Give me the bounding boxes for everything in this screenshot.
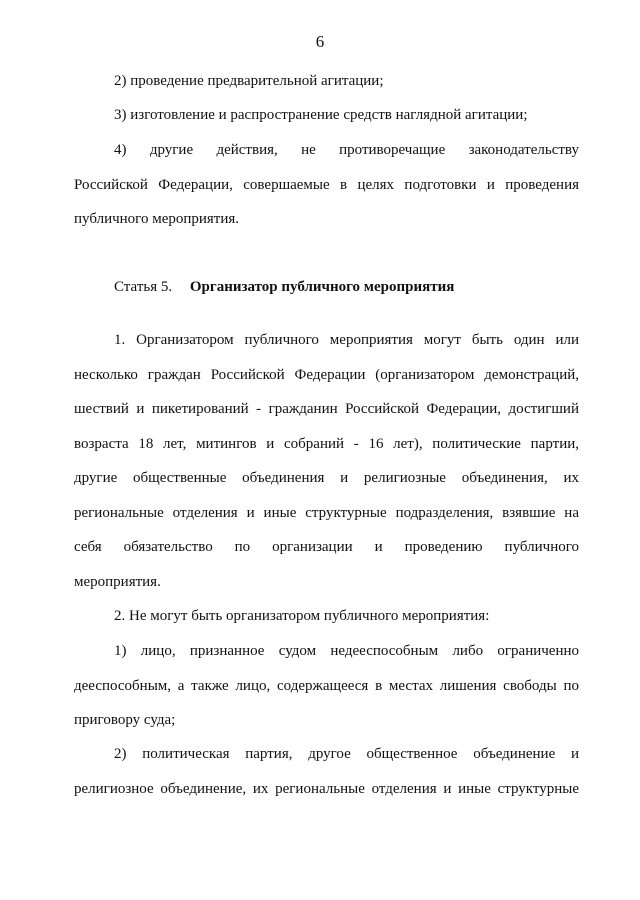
- text-line: несколько граждан Российской Федерации (организатором демонстраций,: [74, 366, 579, 383]
- text-line: 2) проведение предварительной агитации;: [114, 73, 384, 89]
- text-line: приговору суда;: [74, 712, 176, 728]
- article-heading: [114, 276, 454, 298]
- text-line: 1. Организатором публичного мероприятия могут быть один или: [114, 332, 579, 348]
- list-item-2: [74, 64, 579, 99]
- text-line: шествий и пикетирований - гражданин Российской Федерации, достигший: [74, 401, 579, 417]
- text-line: религиозное объединение, их региональные отделения и иные структурные: [74, 780, 579, 797]
- paragraph-2: [74, 599, 579, 634]
- paragraph-1: [74, 323, 579, 599]
- text-line: мероприятия.: [74, 573, 161, 590]
- text-line: другие общественные объединения и религиозные объединения, их: [74, 470, 579, 486]
- text-line: региональные отделения и иные структурные подразделения, взявшие на: [74, 504, 579, 521]
- text-line: 4) другие действия, не противоречащие законодательству: [114, 142, 579, 158]
- paragraph-2-item-1: [74, 634, 579, 738]
- text-line: 2. Не могут быть организатором публичного мероприятия:: [114, 608, 490, 624]
- article-title: Организатор публичного мероприятия: [189, 279, 455, 295]
- list-item-4: [74, 133, 579, 237]
- list-item-3: [74, 98, 579, 133]
- text-line: дееспособным, а также лицо, содержащееся в местах лишения свободы по: [74, 677, 579, 694]
- text-line: возраста 18 лет, митингов и собраний - 16 лет), политические партии,: [74, 435, 579, 452]
- paragraph-2-item-2: [74, 737, 579, 806]
- text-line: 3) изготовление и распространение средств наглядной агитации;: [114, 107, 528, 123]
- text-line: Российской Федерации, совершаемые в целях подготовки и проведения: [74, 176, 579, 193]
- text-line: себя обязательство по организации и проведению публичного: [74, 539, 579, 555]
- text-line: публичного мероприятия.: [74, 211, 240, 227]
- article-number: Статья 5.: [114, 279, 173, 295]
- text-line: 2) политическая партия, другое общественное объединение и: [114, 746, 579, 762]
- text-line: 1) лицо, признанное судом недееспособным либо ограниченно: [114, 643, 579, 659]
- page-number: 6: [315, 32, 325, 51]
